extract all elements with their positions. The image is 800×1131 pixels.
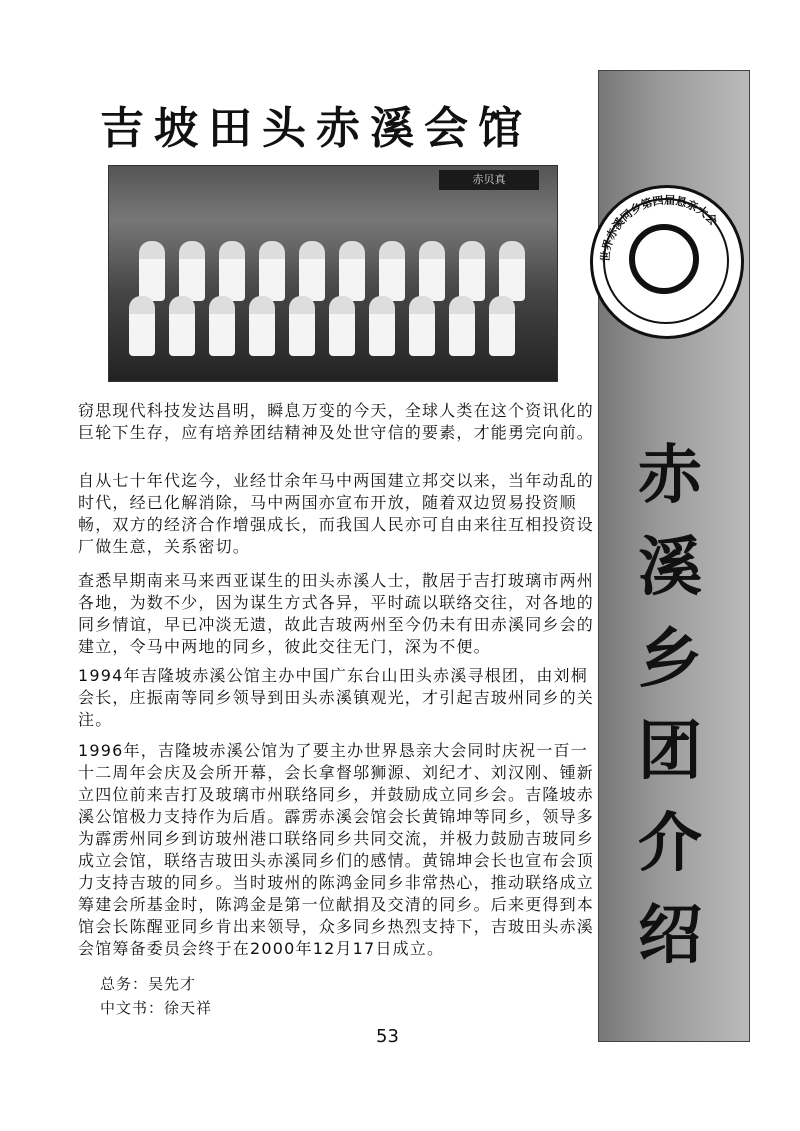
vertical-title-char: 绍 xyxy=(638,899,702,973)
general-affairs-signer: 总务：吴先才 xyxy=(100,975,197,993)
signers xyxy=(100,972,212,1020)
vertical-title xyxy=(610,430,730,982)
vertical-title-char: 乡 xyxy=(638,623,702,697)
vertical-title-char: 溪 xyxy=(638,531,702,605)
svg-text:世界赤溪同乡第四届恳亲大会 xyxy=(598,193,721,263)
group-photo xyxy=(108,165,558,382)
association-emblem xyxy=(590,185,744,339)
page-title: 吉坡田头赤溪会馆 xyxy=(100,103,532,154)
paragraph-1: 窃思现代科技发达昌明，瞬息万变的今天，全球人类在这个资讯化的巨轮下生存，应有培养团结精神及处世守信的要素，才能勇完向前。 xyxy=(78,401,595,442)
emblem-text: 世界赤溪同乡第四届恳亲大会 xyxy=(598,193,720,263)
emblem-text-ring xyxy=(593,188,741,336)
paragraph-3: 查悉早期南来马来西亚谋生的田头赤溪人士，散居于吉打玻璃市两州各地，为数不少，因为谋生方式各异，平时疏以联络交往，对各地的同乡情谊，早已冲淡无遗，故此吉玻两州至今仍未有田赤溪同乡会的建立，令马中两地的同乡，彼此交往无门，深为不便。 xyxy=(78,571,595,656)
paragraph-5: 1996年，吉隆坡赤溪公馆为了要主办世界恳亲大会同时庆祝一百一十二周年会庆及会所开幕，会长拿督邬狮源、刘纪才、刘汉刚、锺新立四位前来吉打及玻璃市州联络同乡，并鼓励成立同乡会。吉隆坡赤溪公馆极力支持作为后盾。霹雳赤溪会馆会长黄锦坤等同乡，领导多为霹雳州同乡到访玻州港口联络同乡共同交流，并极力鼓励吉玻同乡成立会馆，联络吉玻田头赤溪同乡们的感情。黄锦坤会长也宣布会顶力支持吉玻的同乡。当时玻州的陈鸿金同乡非常热心，推动联络成立筹建会所基金时，陈鸿金是第一位献捐及交清的同乡。后来更得到本馆会长陈醒亚同乡肯出来领导，众多同乡热烈支持下，吉玻田头赤溪会馆筹备委员会终于在2000年12月17日成立。 xyxy=(78,741,595,958)
page-number: 53 xyxy=(376,1026,399,1047)
vertical-title-char: 赤 xyxy=(638,439,702,513)
chinese-secretary-signer: 中文书：徐天祥 xyxy=(100,999,213,1017)
paragraph-4: 1994年吉隆坡赤溪公馆主办中国广东台山田头赤溪寻根团，由刘桐会长，庄振南等同乡领导到田头赤溪镇观光，才引起吉玻州同乡的关注。 xyxy=(78,666,595,729)
shop-sign: 赤贝真 xyxy=(439,170,539,190)
vertical-title-char: 团 xyxy=(638,715,702,789)
vertical-title-char: 介 xyxy=(638,807,702,881)
paragraph-2: 自从七十年代迄今，业经廿余年马中两国建立邦交以来，当年动乱的时代，经已化解消除，马中两国亦宣布开放，随着双边贸易投资顺畅，双方的经济合作增强成长，而我国人民亦可自由来往互相投资设厂做生意，关系密切。 xyxy=(78,471,595,556)
